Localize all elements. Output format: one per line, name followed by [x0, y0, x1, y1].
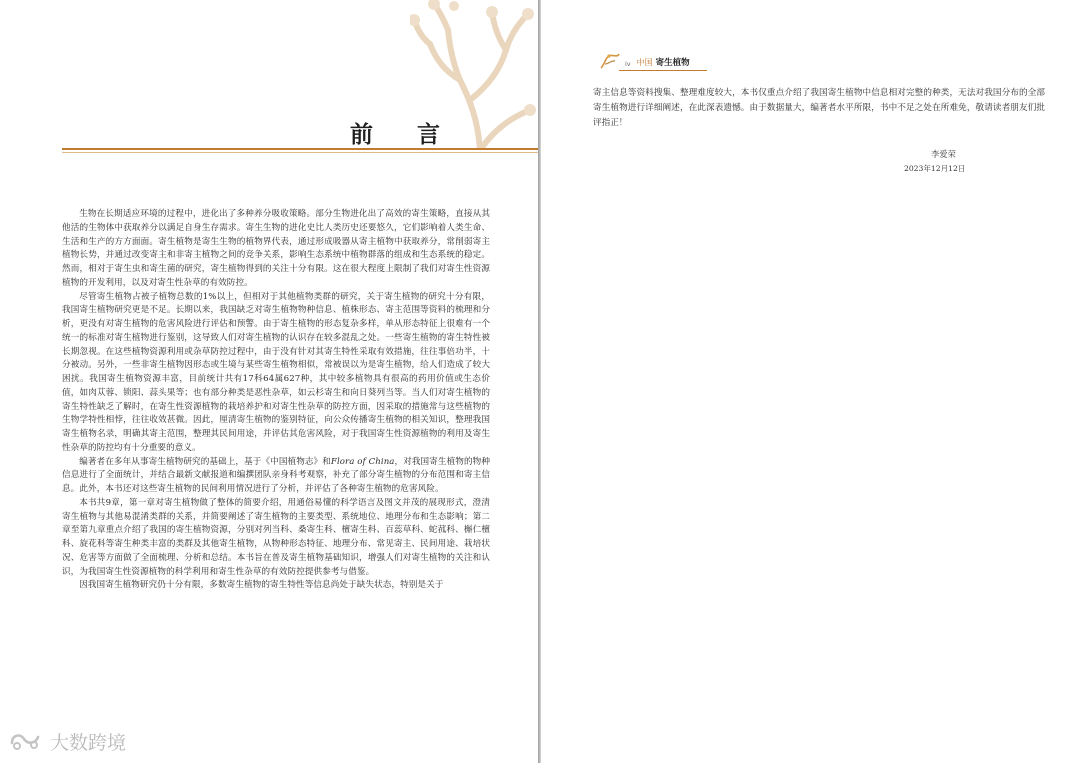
header-book-title: 寄生植物	[655, 58, 690, 68]
latin-book-title: Flora of China	[330, 456, 395, 467]
title-divider	[62, 148, 538, 150]
header-logo-text: 中国	[636, 58, 653, 67]
watermark-logo-icon	[8, 729, 44, 753]
body-paragraph-2: 尽管寄生植物占被子植物总数的1%以上，但相对于其他植物类群的研究，关于寄生植物的研究十分有限，我国寄生植物研究更是不足。长期以来，我国缺乏对寄生植物物种信息、植株形态、寄主范围等资料的梳理和分析，更没有对寄生植物的危害风险进行评估和预警。由于寄生植物的形态复杂多样，单从形态特征上很难有一个统一的标准对寄生植物进行鉴别，这导致人们对寄生植物的认识存在较多混乱之处。一些寄生植物的寄生特性被长期忽视。在这些植物资源利用或杂草防控过程中，由于没有针对其寄生特性采取有效措施，往往事倍功半，十分被动。另外，一些非寄生植物因形态或生境与某些寄生植物相似，常被误以为是寄生植物，给人们造成了较大困扰。我国寄生植物资源丰富，目前统计共有17科64属627种，其中较多植物具有很高的药用价值或生态价值，如肉苁蓉、锁阳、蒜头果等；也有部分种类是恶性杂草，如云杉寄生和向日葵列当等。当人们对寄生植物的寄生特性缺乏了解时，在寄生性资源植物的栽培养护和对寄生性杂草的防控方面，因采取的措施常与这些植物的生物学特性相悖，往往收效甚微。因此，厘清寄生植物的鉴别特征，向公众传播寄生植物的相关知识，整理我国寄生植物名录，明确其寄主范围，整理其民间用途，并评估其危害风险，对于我国寄生性资源植物的利用及寄生性杂草的防控均有十分重要的意义。	[62, 291, 490, 453]
preface-title: 前 言	[350, 121, 459, 148]
watermark	[8, 728, 126, 754]
body-paragraph-3: 编著者在多年从事寄生植物研究的基础上，基于《中国植物志》和Flora of China，对我国寄生植物的物种信息进行了全面统计，并结合最新文献报道和编撰团队亲身科考观察，补充了部分寄生植物的分布范围和寄主信息。此外，本书还对这些寄生植物的民间利用情况进行了分析，并评估了各种寄生植物的危害风险。	[62, 456, 490, 494]
body-paragraph-1: 生物在长期适应环境的过程中，进化出了多种养分吸收策略。部分生物进化出了高效的寄生策略，直接从其他活的生物体中获取养分以满足自身生存需求。寄生生物的进化史比人类历史还要悠久，它们影响着人类生命、生活和生产的方方面面。寄生植物是寄生生物的植物界代表，通过形成吸器从寄主植物中获取养分，常削弱寄主植物长势，并通过改变寄主和非寄主植物之间的竞争关系，影响生态系统中植物群落的组成和生态系统的稳定。然而，相对于寄生虫和寄生菌的研究，寄生植物得到的关注十分有限。这在很大程度上限制了我们对寄生性资源植物的开发利用，以及对寄生性杂草的有效防控。	[62, 209, 490, 288]
author-signature: 李爱荣	[931, 149, 956, 159]
page-number: iv	[625, 60, 631, 68]
preface-continuation	[593, 86, 1045, 132]
title-divider-thin	[62, 152, 538, 153]
body-paragraph-4: 本书共9章，第一章对寄生植物做了整体的简要介绍，用通俗易懂的科学语言及图文并茂的展现形式，澄清寄生植物与其他易混淆类群的关系，并简要阐述了寄生植物的主要类型、系统地位、地理分布和生态影响；第二章至第九章重点介绍了我国的寄生植物资源，分别对列当科、桑寄生科、檀寄生科、百蕊草科、蛇菰科、槲仁檀科、旋花科等寄生种类丰富的类群及其他寄生植物，从物种形态特征、地理分布、常见寄主、民间用途、栽培状况、危害等方面做了全面梳理、分析和总结。本书旨在普及寄生植物基础知识，增强人们对寄生植物的关注和认识，为我国寄生性资源植物的科学利用和寄生性杂草的有效防控提供参考与借鉴。	[62, 497, 490, 577]
plant-logo-icon	[599, 52, 621, 70]
header-divider	[619, 70, 707, 71]
preface-body	[62, 208, 490, 593]
right-page	[541, 0, 1080, 763]
running-header	[599, 52, 690, 70]
body-paragraph-5: 因我国寄生植物研究仍十分有限，多数寄生植物的寄生特性等信息尚处于缺失状态，特别是关于	[79, 580, 444, 591]
watermark-text: 大数跨境	[50, 731, 127, 754]
left-page	[0, 0, 538, 763]
signature-date: 2023年12月12日	[904, 164, 966, 173]
continuation-paragraph: 寄主信息等资料搜集、整理难度较大，本书仅重点介绍了我国寄生植物中信息相对完整的种类，无法对我国分布的全部寄生植物进行详细阐述，在此深表遗憾。由于数据量大，编著者水平所限，书中不足之处在所难免，敬请读者朋友们批评指正！	[593, 88, 1045, 129]
